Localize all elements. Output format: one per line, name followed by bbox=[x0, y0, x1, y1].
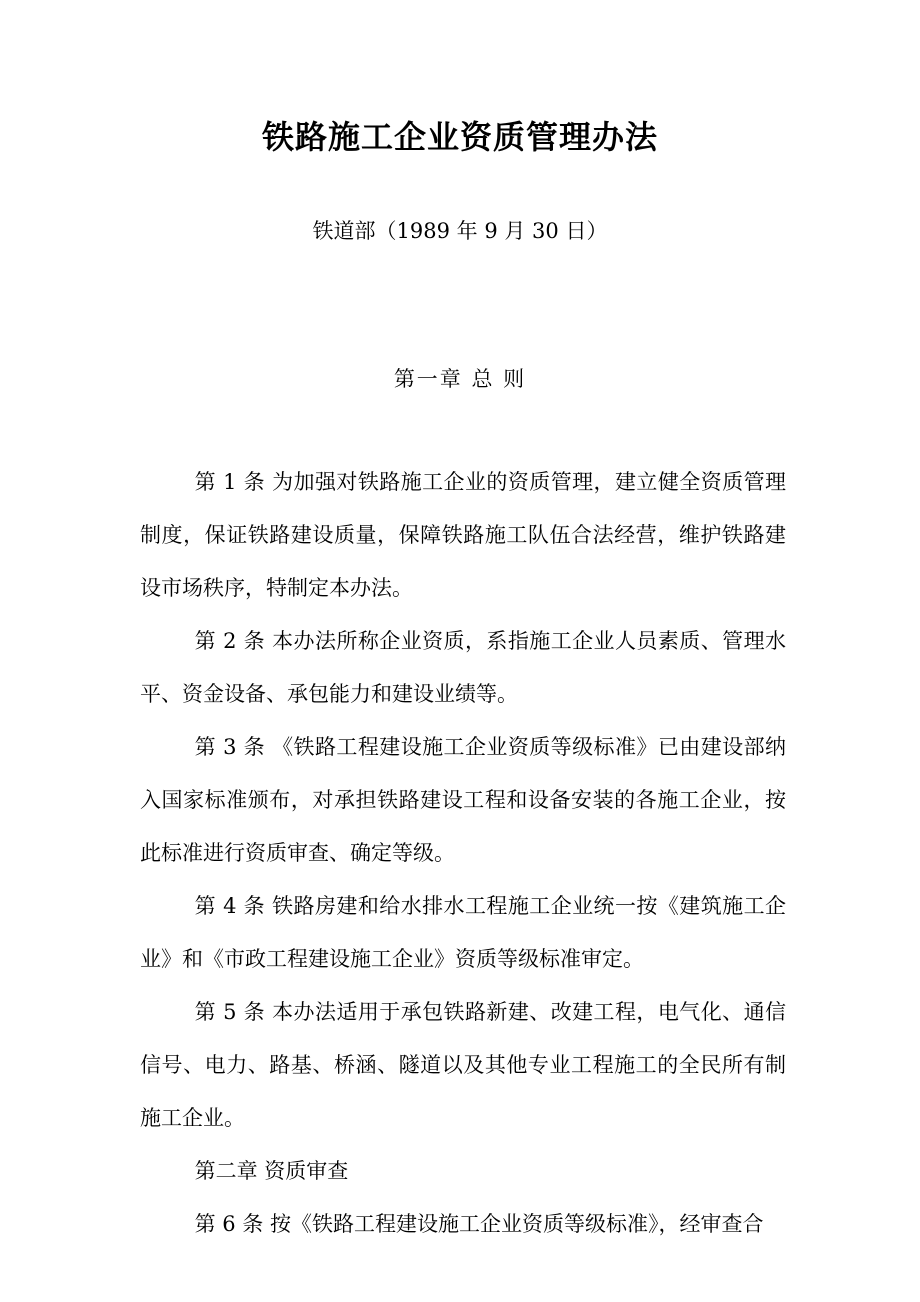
chapter-2-heading: 第二章 资质审查 bbox=[194, 1159, 349, 1183]
article-1: 第 1 条 为加强对铁路施工企业的资质管理，建立健全资质管理制度，保证铁路建设质量，保障铁路施工队伍合法经营，维护铁路建设市场秩序，特制定本办法。 bbox=[140, 470, 786, 600]
chapter-heading: 第一章 总 则 bbox=[393, 367, 527, 391]
article-2: 第 2 条 本办法所称企业资质，系指施工企业人员素质、管理水平、资金设备、承包能力和建设业绩等。 bbox=[140, 629, 786, 706]
document-title: 铁路施工企业资质管理办法 bbox=[261, 118, 658, 156]
document-issuer-date: 铁道部（1989 年 9 月 30 日） bbox=[312, 219, 608, 243]
article-6: 第 6 条 按《铁路工程建设施工企业资质等级标准》，经审查合 bbox=[194, 1212, 764, 1236]
document-body bbox=[140, 456, 786, 1251]
article-3: 第 3 条 《铁路工程建设施工企业资质等级标准》已由建设部纳入国家标准颁布，对承担铁路建设工程和设备安装的各施工企业，按此标准进行资质审查、确定等级。 bbox=[140, 735, 786, 865]
article-5: 第 5 条 本办法适用于承包铁路新建、改建工程，电气化、通信信号、电力、路基、桥涵、隧道以及其他专业工程施工的全民所有制施工企业。 bbox=[140, 1000, 786, 1130]
article-4: 第 4 条 铁路房建和给水排水工程施工企业统一按《建筑施工企业》和《市政工程建设施工企业》资质等级标准审定。 bbox=[140, 894, 786, 971]
